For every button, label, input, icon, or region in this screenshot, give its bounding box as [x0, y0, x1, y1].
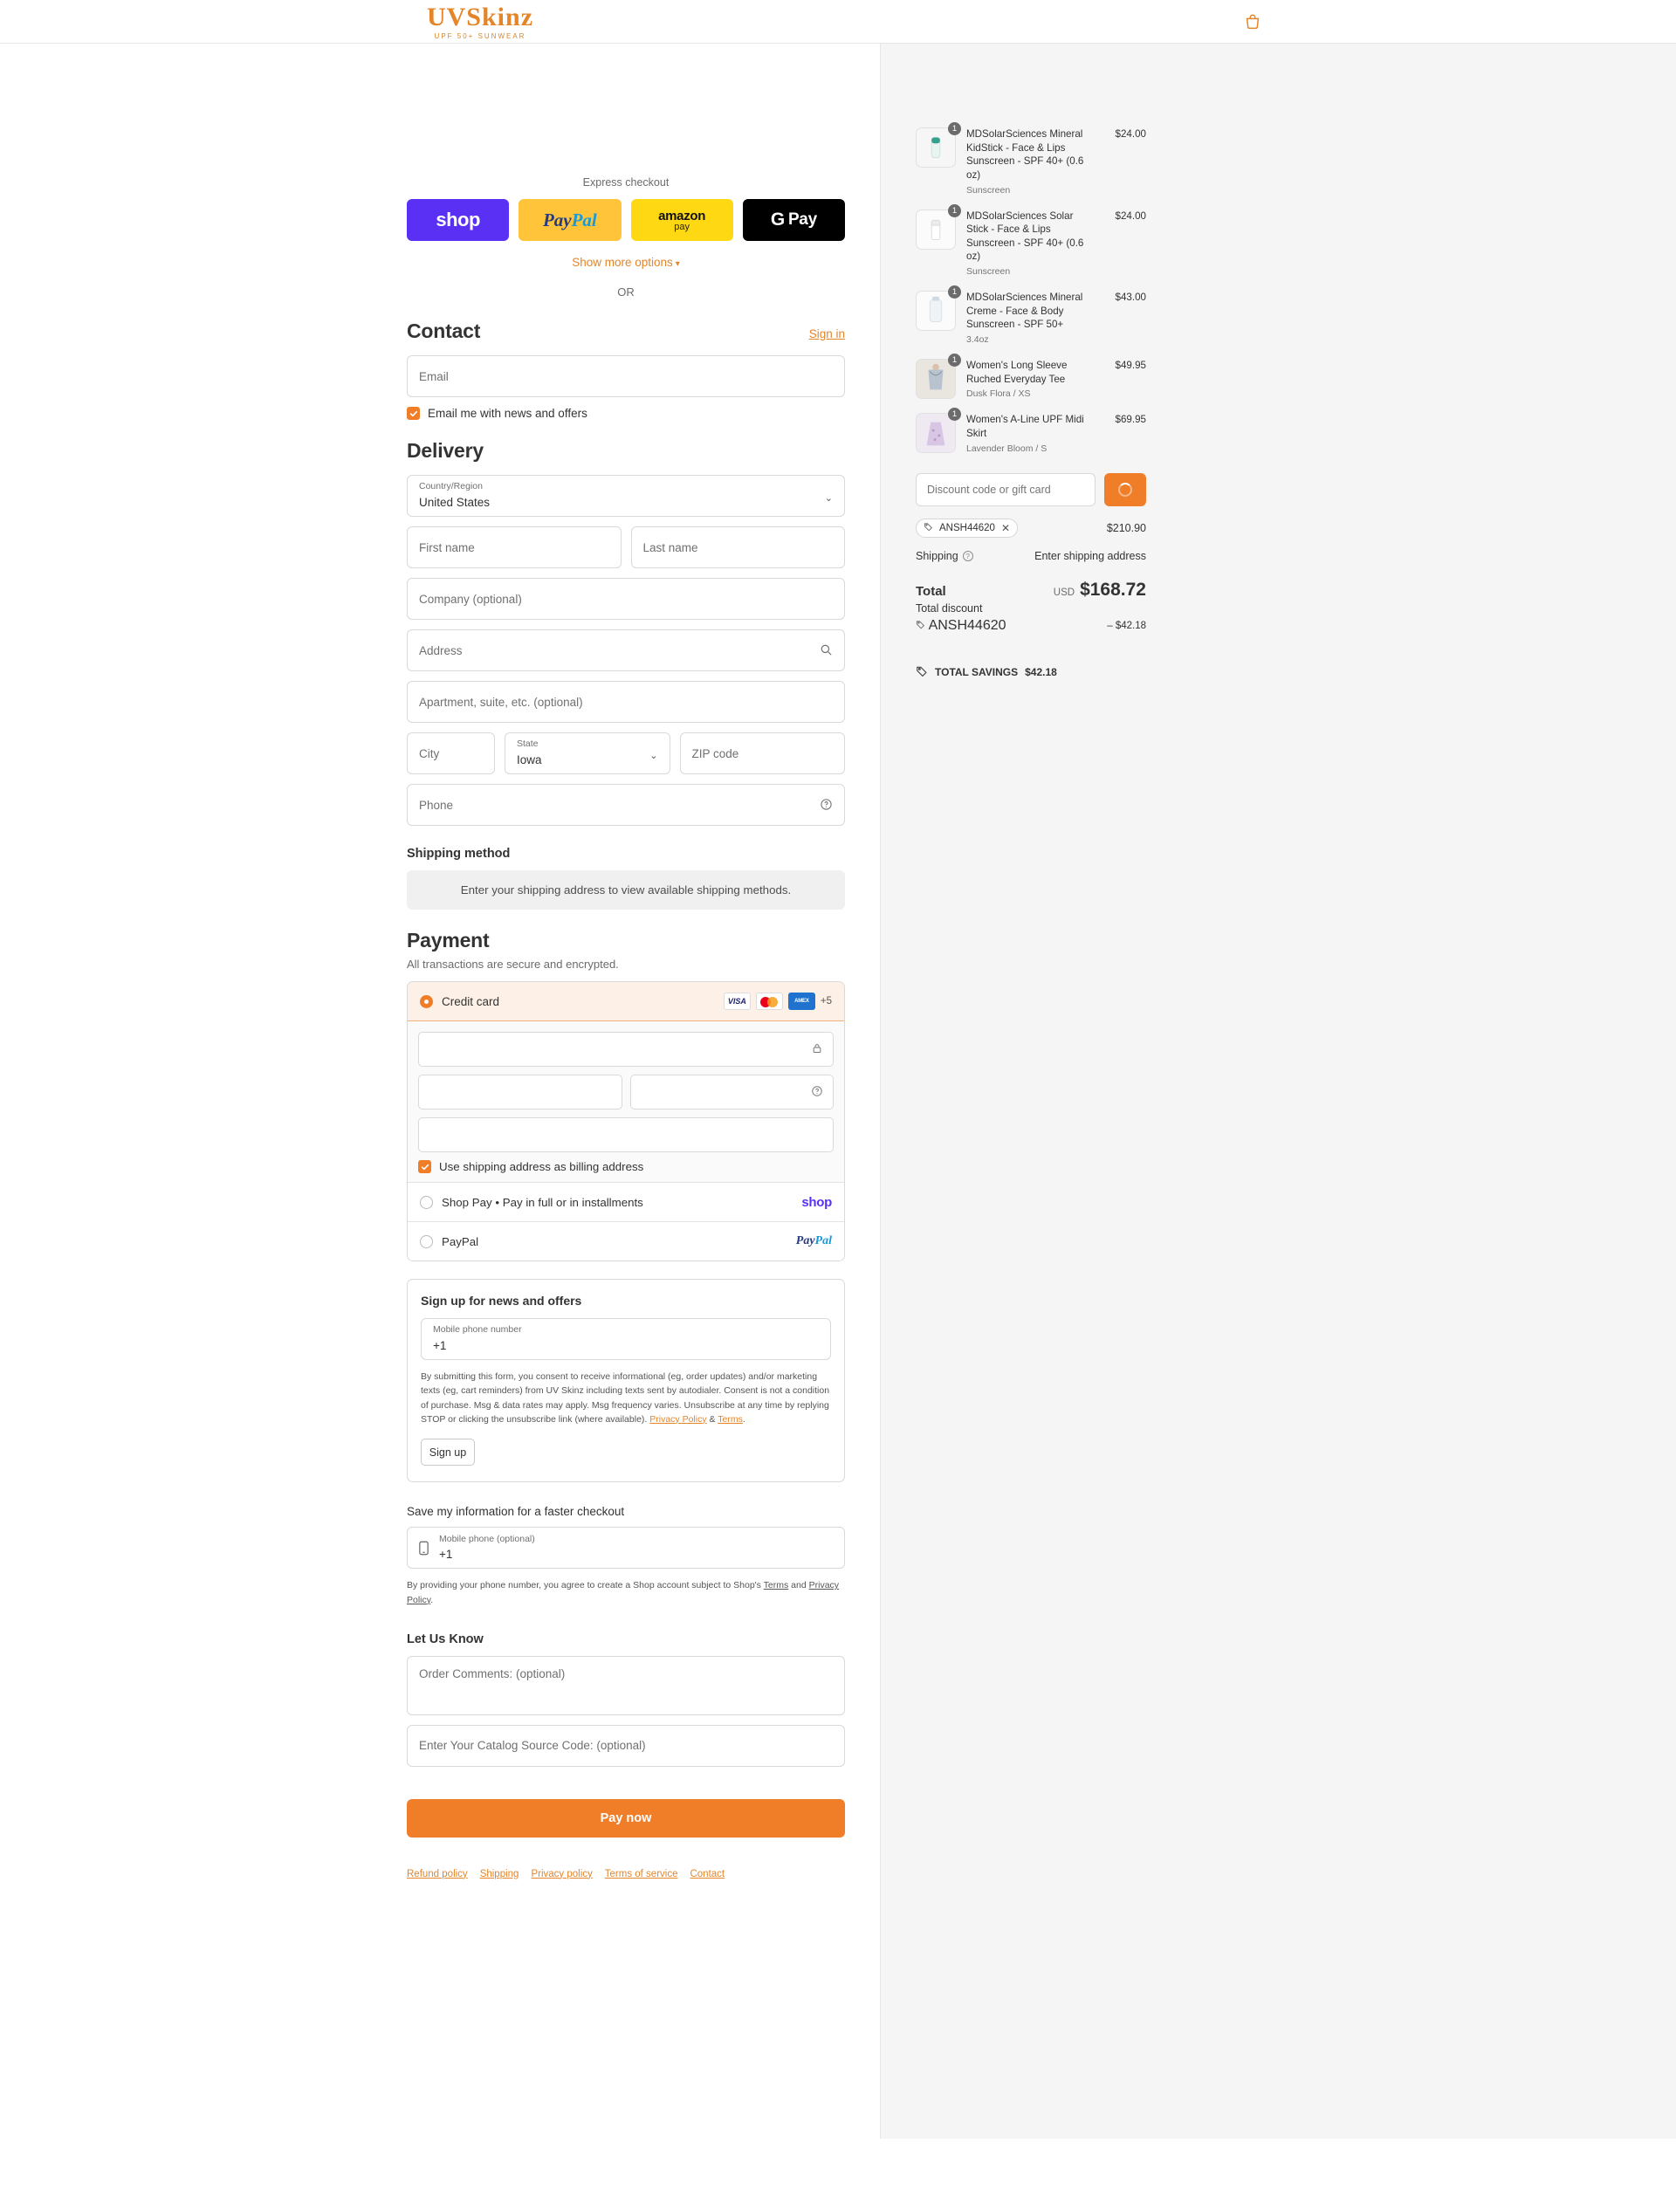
remove-discount-icon[interactable]: ✕ [1000, 521, 1010, 534]
newsletter-phone-field[interactable] [421, 1318, 831, 1360]
item-title: MDSolarSciences Mineral Creme - Face & Body Sunscreen - SPF 50+ [966, 292, 1083, 331]
total-row [916, 580, 1146, 601]
item-variant: 3.4oz [966, 334, 989, 346]
list-item [916, 355, 1146, 400]
newsletter-signup-heading: Sign up for news and offers [421, 1294, 582, 1308]
paypal-logo-b: Pal [814, 1234, 832, 1247]
tag-icon [924, 522, 933, 534]
loading-spinner-icon [1118, 483, 1132, 497]
shipping-summary-row [916, 550, 1146, 562]
item-title: MDSolarSciences Mineral KidStick - Face & Lips Sunscreen - SPF 40+ (0.6 oz) [966, 128, 1084, 181]
country-value: United States [419, 496, 491, 509]
discount-row [916, 473, 1146, 506]
shop-terms-link[interactable]: Terms [763, 1580, 789, 1591]
email-field[interactable] [407, 355, 845, 397]
order-items-list [916, 124, 1146, 454]
newsletter-phone-value: +1 [433, 1339, 447, 1352]
state-label: State [517, 738, 539, 749]
order-summary-column [880, 44, 1676, 2139]
total-savings-label: TOTAL SAVINGS [935, 666, 1019, 679]
newsletter-checkbox-label[interactable]: Email me with news and offers [428, 407, 587, 420]
terms-of-service-link[interactable]: Terms of service [604, 1868, 678, 1879]
save-info-phone-label: Mobile phone (optional) [439, 1534, 535, 1545]
help-icon[interactable] [820, 798, 833, 815]
last-name-input[interactable] [632, 527, 845, 567]
chevron-down-icon: ⌄ [649, 751, 658, 761]
amazon-wordmark: amazon [658, 208, 706, 223]
visa-icon: VISA [724, 993, 751, 1010]
google-pay-express-button[interactable] [743, 199, 845, 241]
tag-icon [916, 618, 929, 633]
total-discount-row [916, 602, 1146, 615]
catalog-source-field[interactable] [407, 1725, 845, 1767]
address-field[interactable] [407, 629, 845, 671]
site-header [0, 0, 1676, 44]
paypal-wordmark-a: Pay [542, 209, 572, 230]
address-input[interactable] [408, 630, 844, 670]
email-input[interactable] [408, 356, 844, 396]
last-name-field[interactable] [631, 526, 846, 568]
amazon-pay-express-button[interactable] [631, 199, 733, 241]
phone-field[interactable] [407, 784, 845, 826]
item-price: $49.95 [1115, 360, 1146, 372]
shop-pay-radio[interactable] [420, 1196, 433, 1209]
site-logo[interactable] [410, 2, 550, 40]
shop-pay-option-label: Shop Pay [442, 1195, 492, 1209]
paypal-option-label: PayPal [442, 1234, 479, 1248]
google-pay-wordmark: Pay [787, 210, 817, 229]
first-name-field[interactable] [407, 526, 622, 568]
paypal-wordmark-b: Pal [571, 209, 597, 230]
newsletter-phone-label: Mobile phone number [433, 1324, 522, 1335]
credit-card-radio[interactable] [420, 995, 433, 1008]
shop-privacy-link[interactable]: Privacy Policy [407, 1580, 840, 1605]
checkout-form-column [0, 44, 880, 2139]
city-input[interactable] [408, 733, 494, 773]
chevron-down-icon: ▾ [675, 259, 680, 269]
shipping-summary-label: Shipping [916, 549, 958, 562]
item-variant: Lavender Bloom / S [966, 443, 1048, 454]
privacy-policy-link[interactable]: Privacy policy [531, 1868, 593, 1879]
state-select[interactable] [505, 732, 670, 774]
logo-tagline: UPF 50+ SUNWEAR [434, 31, 526, 40]
newsletter-period: . [742, 1413, 745, 1425]
shop-pay-wordmark: shop [436, 209, 480, 230]
country-label: Country/Region [419, 481, 483, 491]
shop-pay-payment-option[interactable]: Shop Pay • Pay in full or in installments shop [408, 1182, 844, 1221]
shipping-link[interactable]: Shipping [479, 1868, 519, 1879]
item-price: $24.00 [1115, 128, 1146, 140]
save-info-fine-end: . [430, 1594, 434, 1605]
shipping-method-heading: Shipping method [407, 847, 511, 861]
shop-pay-logo: shop [801, 1194, 832, 1210]
newsletter-amp: & [709, 1413, 716, 1425]
applied-discount-code: ANSH44620 [939, 522, 995, 533]
amex-icon: AMEX [788, 993, 815, 1010]
mastercard-icon [756, 993, 783, 1010]
company-field[interactable] [407, 578, 845, 620]
item-price: $69.95 [1115, 414, 1146, 426]
contact-link[interactable]: Contact [690, 1868, 725, 1879]
payment-heading: Payment [407, 929, 490, 951]
phone-input[interactable] [408, 785, 844, 825]
list-item [916, 287, 1146, 346]
zip-field[interactable] [680, 732, 846, 774]
logo-wordmark: UVSkinz [426, 2, 534, 31]
google-g-glyph: G [770, 210, 785, 230]
item-quantity-badge: 1 [948, 285, 961, 299]
card-number-field[interactable] [418, 1032, 834, 1067]
save-info-section [407, 1505, 845, 1608]
amazon-pay-wordmark: pay [674, 221, 690, 232]
paypal-express-button[interactable] [519, 199, 621, 241]
total-discount-label: Total discount [916, 601, 983, 615]
newsletter-signup-button[interactable]: Sign up [421, 1439, 475, 1466]
paypal-payment-option[interactable] [408, 1221, 844, 1261]
newsletter-checkbox[interactable] [407, 407, 420, 420]
discount-code-input[interactable]: Discount code or gift card [916, 473, 1096, 506]
refund-policy-link[interactable]: Refund policy [407, 1868, 468, 1879]
cart-icon[interactable] [1243, 12, 1262, 31]
newsletter-privacy-link[interactable]: Privacy Policy [649, 1413, 707, 1425]
show-more-options-button[interactable] [407, 256, 845, 269]
save-info-fine-pre: By providing your phone number, you agree to create a Shop account subject to Shop's [407, 1580, 764, 1591]
total-currency: USD [1053, 587, 1075, 598]
zip-input[interactable] [681, 733, 845, 773]
mobile-phone-icon [418, 1541, 429, 1560]
item-variant: Dusk Flora / XS [966, 388, 1031, 400]
card-name-field[interactable] [418, 1117, 834, 1152]
shop-pay-express-button[interactable] [407, 199, 509, 241]
newsletter-checkbox-row[interactable] [407, 407, 845, 420]
search-icon [820, 643, 833, 661]
let-us-know-section [407, 1632, 845, 1767]
item-quantity-badge: 1 [948, 354, 961, 367]
country-select[interactable] [407, 475, 845, 517]
sign-in-link[interactable]: Sign in [808, 327, 845, 340]
newsletter-fine-print-text: By submitting this form, you consent to receive informational (eg, order updates) and/or marketing texts (eg, cart reminders) from UV Skinz including texts sent by autodialer. Consent is not a condition of purchase. Msg & data rates may apply. Msg frequency varies. Unsubscribe at any time by replying STOP or clicking the unsubscribe link (where available). [421, 1371, 830, 1425]
item-quantity-badge: 1 [948, 122, 961, 135]
express-checkout-label: Express checkout [582, 176, 670, 189]
newsletter-signup-box [407, 1279, 845, 1482]
item-title: MDSolarSciences Solar Stick - Face & Lips Sunscreen - SPF 40+ (0.6 oz) [966, 210, 1084, 263]
paypal-radio[interactable] [420, 1235, 433, 1248]
applied-discount-row [916, 519, 1146, 538]
footer-links [407, 1869, 845, 1914]
billing-address-checkbox-row[interactable] [418, 1160, 834, 1173]
credit-card-label: Credit card [442, 994, 500, 1008]
total-discount-code: ANSH44620 [928, 617, 1006, 633]
card-cvv-field[interactable] [630, 1075, 835, 1109]
item-title: Women's Long Sleeve Ruched Everyday Tee [966, 360, 1068, 385]
apartment-field[interactable] [407, 681, 845, 723]
newsletter-terms-link[interactable]: Terms [718, 1413, 743, 1425]
payment-subtitle: All transactions are secure and encrypted. [407, 958, 619, 971]
total-discount-amount: – $42.18 [1107, 620, 1146, 631]
applied-discount-pill[interactable] [916, 519, 1018, 538]
item-quantity-badge: 1 [948, 408, 961, 421]
let-us-know-heading: Let Us Know [407, 1632, 484, 1646]
catalog-source-input[interactable] [408, 1726, 844, 1766]
save-info-fine-print [407, 1578, 845, 1608]
item-quantity-badge: 1 [948, 204, 961, 217]
contact-section [407, 319, 845, 420]
total-discount-detail-row [916, 618, 1146, 634]
item-variant: Sunscreen [966, 184, 1011, 196]
subtotal-value: $210.90 [1106, 521, 1146, 534]
total-value: $168.72 [1080, 579, 1146, 600]
apartment-input[interactable] [408, 682, 844, 722]
pay-now-button[interactable]: Pay now [407, 1799, 845, 1838]
newsletter-fine-print [421, 1370, 831, 1426]
chevron-down-icon: ⌄ [824, 493, 833, 504]
shop-pay-option-sub: Pay in full or in installments [502, 1195, 643, 1209]
city-field[interactable] [407, 732, 495, 774]
payment-section [407, 929, 845, 1261]
show-more-options-label: Show more options [572, 256, 673, 269]
more-card-brands-count: +5 [820, 996, 832, 1006]
total-label: Total [916, 583, 946, 599]
card-expiry-field[interactable] [418, 1075, 622, 1109]
billing-address-checkbox-label[interactable]: Use shipping address as billing address [439, 1160, 644, 1173]
list-item [916, 205, 1146, 278]
save-info-fine-mid: and [788, 1580, 809, 1591]
lock-icon [811, 1042, 823, 1059]
save-info-heading: Save my information for a faster checkout [407, 1505, 625, 1519]
item-price: $43.00 [1115, 292, 1146, 304]
company-input[interactable] [408, 579, 844, 619]
shipping-method-section [407, 847, 845, 910]
list-item [916, 409, 1146, 454]
contact-heading: Contact [407, 319, 481, 342]
state-value: Iowa [517, 753, 542, 766]
shipping-summary-value: Enter shipping address [1034, 549, 1146, 562]
delivery-heading: Delivery [407, 439, 484, 462]
save-info-phone-field[interactable] [407, 1527, 845, 1569]
credit-card-option[interactable] [408, 982, 844, 1021]
or-divider [407, 285, 845, 300]
tag-icon [916, 665, 928, 680]
help-icon[interactable] [811, 1085, 823, 1102]
save-info-phone-value: +1 [439, 1548, 453, 1562]
total-savings-amount: $42.18 [1025, 666, 1057, 679]
item-price: $24.00 [1115, 210, 1146, 222]
paypal-logo-a: Pay [795, 1234, 815, 1247]
total-savings-row [916, 665, 1146, 680]
list-item [916, 124, 1146, 196]
help-icon[interactable]: ? [963, 551, 973, 561]
delivery-section [407, 439, 845, 826]
apply-discount-button[interactable] [1104, 473, 1146, 506]
express-checkout-section [407, 176, 845, 300]
item-variant: Sunscreen [966, 266, 1011, 278]
billing-address-checkbox[interactable] [418, 1160, 431, 1173]
or-text: OR [607, 285, 645, 299]
order-comments-textarea[interactable]: Order Comments: (optional) [407, 1656, 845, 1715]
shipping-method-empty-message: Enter your shipping address to view available shipping methods. [407, 870, 845, 910]
first-name-input[interactable] [408, 527, 621, 567]
item-title: Women's A-Line UPF Midi Skirt [966, 414, 1084, 439]
